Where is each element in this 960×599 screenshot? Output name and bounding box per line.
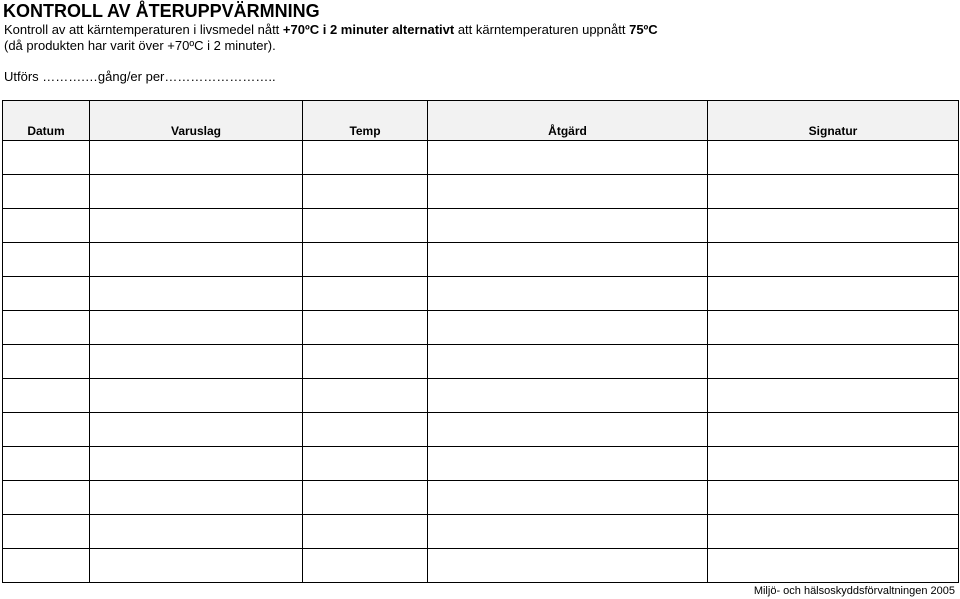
cell-datum[interactable] xyxy=(3,345,90,379)
cell-atgard[interactable] xyxy=(428,447,708,481)
cell-signatur[interactable] xyxy=(708,447,959,481)
cell-varuslag[interactable] xyxy=(90,549,303,583)
cell-varuslag[interactable] xyxy=(90,413,303,447)
cell-atgard[interactable] xyxy=(428,549,708,583)
cell-datum[interactable] xyxy=(3,447,90,481)
cell-varuslag[interactable] xyxy=(90,311,303,345)
cell-temp[interactable] xyxy=(303,447,428,481)
intro-line-2: (då produkten har varit över +70ºC i 2 minuter). xyxy=(4,38,276,53)
cell-temp[interactable] xyxy=(303,209,428,243)
cell-signatur[interactable] xyxy=(708,209,959,243)
cell-signatur[interactable] xyxy=(708,277,959,311)
cell-atgard[interactable] xyxy=(428,243,708,277)
cell-atgard[interactable] xyxy=(428,345,708,379)
table-row xyxy=(3,447,959,481)
cell-atgard[interactable] xyxy=(428,277,708,311)
cell-varuslag[interactable] xyxy=(90,175,303,209)
cell-varuslag[interactable] xyxy=(90,515,303,549)
table-row xyxy=(3,311,959,345)
cell-signatur[interactable] xyxy=(708,311,959,345)
log-table xyxy=(2,100,959,583)
cell-signatur[interactable] xyxy=(708,481,959,515)
header-temp: Temp xyxy=(303,101,428,141)
cell-varuslag[interactable] xyxy=(90,243,303,277)
intro-line-1-mid: att kärntemperaturen uppnått xyxy=(454,22,630,37)
table-row xyxy=(3,345,959,379)
cell-temp[interactable] xyxy=(303,549,428,583)
cell-temp[interactable] xyxy=(303,481,428,515)
table-row xyxy=(3,243,959,277)
header-varuslag: Varuslag xyxy=(90,101,303,141)
table-row xyxy=(3,379,959,413)
table-row xyxy=(3,515,959,549)
cell-atgard[interactable] xyxy=(428,379,708,413)
frequency-text: Utförs ……….…gång/er per…………………….. xyxy=(4,69,276,84)
cell-varuslag[interactable] xyxy=(90,209,303,243)
header-datum: Datum xyxy=(3,101,90,141)
cell-atgard[interactable] xyxy=(428,209,708,243)
cell-datum[interactable] xyxy=(3,277,90,311)
cell-varuslag[interactable] xyxy=(90,141,303,175)
intro-line-1-start: Kontroll av att kärntemperaturen i livsmedel nått xyxy=(4,22,283,37)
table-row xyxy=(3,277,959,311)
cell-signatur[interactable] xyxy=(708,379,959,413)
table-row xyxy=(3,549,959,583)
intro-line-1-bold-2: 75ºC xyxy=(629,22,658,37)
cell-datum[interactable] xyxy=(3,243,90,277)
cell-varuslag[interactable] xyxy=(90,345,303,379)
cell-temp[interactable] xyxy=(303,175,428,209)
cell-temp[interactable] xyxy=(303,243,428,277)
table-body xyxy=(3,141,959,583)
cell-atgard[interactable] xyxy=(428,311,708,345)
cell-signatur[interactable] xyxy=(708,515,959,549)
cell-datum[interactable] xyxy=(3,549,90,583)
cell-temp[interactable] xyxy=(303,345,428,379)
header-signatur: Signatur xyxy=(708,101,959,141)
cell-varuslag[interactable] xyxy=(90,481,303,515)
cell-temp[interactable] xyxy=(303,379,428,413)
table-row xyxy=(3,481,959,515)
cell-varuslag[interactable] xyxy=(90,277,303,311)
cell-varuslag[interactable] xyxy=(90,447,303,481)
table-header-row xyxy=(3,101,959,141)
footer-text: Miljö- och hälsoskyddsförvaltningen 2005 xyxy=(753,585,955,597)
cell-temp[interactable] xyxy=(303,515,428,549)
cell-datum[interactable] xyxy=(3,515,90,549)
table-row xyxy=(3,175,959,209)
cell-signatur[interactable] xyxy=(708,413,959,447)
cell-atgard[interactable] xyxy=(428,141,708,175)
table-row xyxy=(3,209,959,243)
cell-signatur[interactable] xyxy=(708,345,959,379)
cell-temp[interactable] xyxy=(303,413,428,447)
intro-line-1 xyxy=(4,22,658,38)
cell-signatur[interactable] xyxy=(708,243,959,277)
cell-temp[interactable] xyxy=(303,141,428,175)
cell-datum[interactable] xyxy=(3,311,90,345)
cell-signatur[interactable] xyxy=(708,141,959,175)
cell-atgard[interactable] xyxy=(428,175,708,209)
cell-datum[interactable] xyxy=(3,413,90,447)
cell-signatur[interactable] xyxy=(708,175,959,209)
cell-atgard[interactable] xyxy=(428,515,708,549)
cell-datum[interactable] xyxy=(3,175,90,209)
cell-atgard[interactable] xyxy=(428,481,708,515)
table-row xyxy=(3,413,959,447)
cell-datum[interactable] xyxy=(3,481,90,515)
cell-varuslag[interactable] xyxy=(90,379,303,413)
cell-datum[interactable] xyxy=(3,209,90,243)
intro-text xyxy=(4,22,658,54)
cell-atgard[interactable] xyxy=(428,413,708,447)
cell-datum[interactable] xyxy=(3,379,90,413)
cell-signatur[interactable] xyxy=(708,549,959,583)
header-atgard: Åtgärd xyxy=(428,101,708,141)
cell-datum[interactable] xyxy=(3,141,90,175)
cell-temp[interactable] xyxy=(303,277,428,311)
intro-line-1-bold: +70ºC i 2 minuter alternativt xyxy=(282,22,455,37)
table-row xyxy=(3,141,959,175)
cell-temp[interactable] xyxy=(303,311,428,345)
document-title: KONTROLL AV ÅTERUPPVÄRMNING xyxy=(3,1,320,21)
